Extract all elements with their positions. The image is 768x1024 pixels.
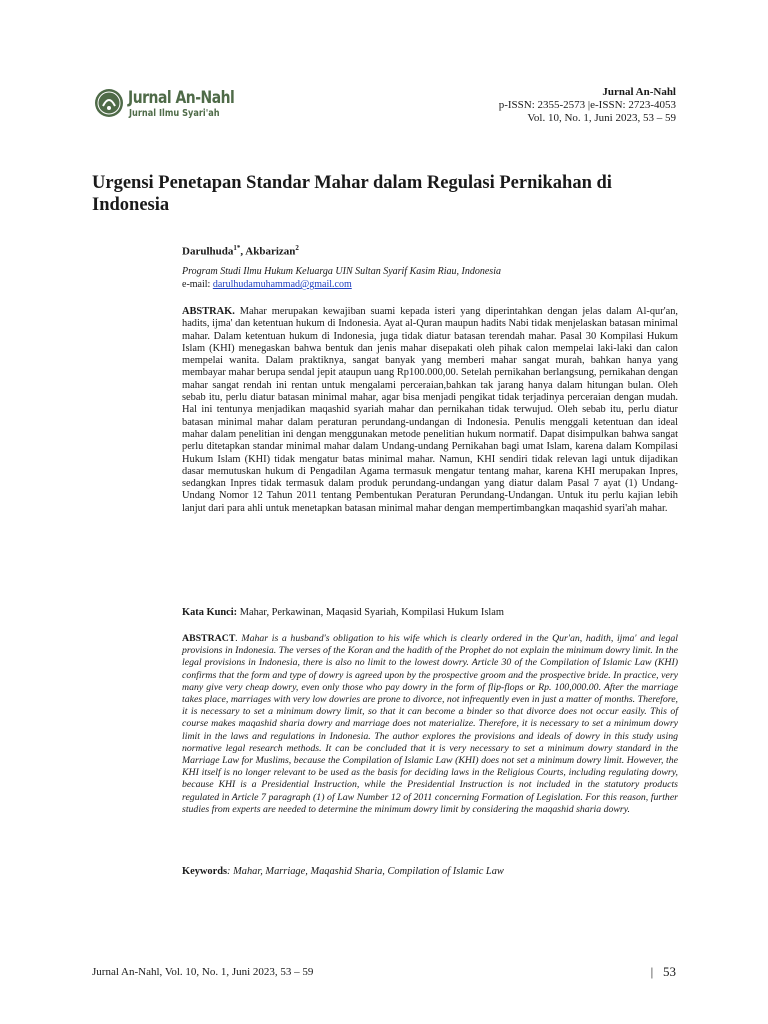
journal-info xyxy=(499,86,676,125)
journal-name: Jurnal An-Nahl xyxy=(602,86,676,98)
page-number: 53 xyxy=(663,964,676,979)
authors xyxy=(182,244,299,258)
keywords-text: : Mahar, Marriage, Maqashid Sharia, Compilation of Islamic Law xyxy=(227,866,504,877)
bee-emblem-icon xyxy=(94,88,124,118)
abstrak-label: ABSTRAK. xyxy=(182,306,235,317)
author-2: Akbarizan xyxy=(245,245,296,258)
kata-kunci-text: Mahar, Perkawinan, Maqasid Syariah, Kompilasi Hukum Islam xyxy=(237,607,504,618)
kata-kunci xyxy=(182,607,504,618)
keywords-label: Keywords xyxy=(182,866,228,877)
article-title: Urgensi Penetapan Standar Mahar dalam Regulasi Pernikahan di Indonesia xyxy=(92,173,612,215)
author-1: Darulhuda xyxy=(182,245,234,258)
issn: p-ISSN: 2355-2573 |e-ISSN: 2723-4053 xyxy=(498,99,676,111)
email-line xyxy=(182,279,352,291)
abstrak-paragraph xyxy=(182,306,678,515)
journal-logo xyxy=(94,86,254,126)
abstrak-text: Mahar merupakan kewajiban suami kepada isteri yang diperintahkan dengan jelas dalam Al-qur'an, hadits, ijma' dan ketentuan hukum di Indonesia. Ayat al-Quran maupun hadits Nabi tidak menjelaskan batasan minimal mahar. Dalam ketentuan hukum di Indonesia, juga tidak diatur batasan terendah mahar. Pasal 30 Kompilasi Hukum Islam (KHI) menegaskan bahwa bentuk dan jenis mahar disepakati oleh pihak calon mempelai laki-laki dan calon mempelai wanita. Dalam praktiknya, sangat banyak yang memberi mahar sangat murah, bahkan hanya yang membayar mahar berupa sendal jepit ataupun uang Rp100.000,00. Setelah pernikahan berlangsung, pernikahan dengan mahar sangat rendah ini rentan untuk mengalami perceraian,bahkan tak jarang hanya dalam hitungan bulan. Oleh sebab itu, perlu diatur batasan minimal mahar, agar bisa menjadi pengikat tidak terjadinya perceraian dengan mudah. Hal ini tentunya menjadikan maqashid syariah mahar dan pernikahan tidak terwujud. Oleh sebab itu, perlu diatur batasan minimal mahar dalam peraturan perundang-undangan di Indonesia. Penulis menggali ketentuan dan ideal mahar dalam penelitian ini dengan menggunakan metode penelitian hukum normatif. Dapat disimpulkan bahwa sangat perlu ditetapkan standar minimal mahar dalam Undang-undang Pernikahan bagi umat Islam, karena dalam Kompilasi Hukum Islam (KHI) tidak mengatur batas minimal mahar. Namun, KHI sendiri tidak relevan lagi untuk dijadikan dasar memutuskan hukum di Pengadilan Agama termasuk mengatur tentang mahar, karena KHI merupakan Inpres, sedangkan Inpres tidak termasuk dalam produk perundang-undangan yang diatur dalam Pasal 7 ayat (1) Undang-Undang Nomor 12 Tahun 2011 tentang Pembentukan Peraturan Perundang-Undangan. Untuk itu perlu kajian lebih lanjut dari para ahli untuk menetapkan batasan minimal mahar dengan mempertimbangkan maqashid syari'ah mahar. xyxy=(182,306,678,514)
email-label: e-mail: xyxy=(182,279,213,290)
email-link[interactable]: darulhudamuhammad@gmail.com xyxy=(212,279,352,290)
affiliation: Program Studi Ilmu Hukum Keluarga UIN Sultan Syarif Kasim Riau, Indonesia xyxy=(182,266,501,277)
logo-subtitle: Jurnal Ilmu Syari'ah xyxy=(129,108,220,119)
footer-separator: | xyxy=(650,964,654,979)
footer-citation: Jurnal An-Nahl, Vol. 10, No. 1, Juni 2023, 53 – 59 xyxy=(92,966,314,978)
author-1-sup: 1* xyxy=(233,244,241,252)
author-separator: , xyxy=(240,245,246,258)
logo-title: Jurnal An-Nahl xyxy=(128,88,235,108)
abstract-label: ABSTRACT xyxy=(182,633,236,644)
abstract-paragraph xyxy=(182,633,678,816)
footer-page xyxy=(651,964,676,980)
keywords xyxy=(182,866,504,877)
author-2-sup: 2 xyxy=(295,244,299,252)
abstract-text: . Mahar is a husband's obligation to his wife which is clearly ordered in the Qur'an, hadith, ijma' and legal provisions in Indonesia. The verses of the Koran and the hadith of the Prophet do not explain the minimum dowry limit. In the legal provisions in Indonesia, there is also no limit to the lowest dowry. Article 30 of the Compilation of Islamic Law (KHI) confirms that the form and type of dowry is agreed upon by the prospective groom and the prospective bride. In practice, very many give very cheap dowry, even only those who pay dowry in the form of flip-flops or Rp. 100,000.00. After the marriage takes place, marriages with very low dowries are prone to divorce, not infrequently even in just a matter of months. Therefore, it is necessary to set a minimum dowry limit, so that it can become a binder so that divorce does not occur easily. This of course makes maqashid sharia dowry and marriage does not materialize. Therefore, it is necessary to set a minimum dowry limit in the laws and regulations in Indonesia. The author explores the provisions and ideals of dowry in this study using normative legal research methods. It can be concluded that it is very necessary to set a minimum dowry standard in the Marriage Law for Muslims, because the Compilation of Islamic Law (KHI) does not set a minimum dowry limit. However, the KHI itself is no longer relevant to be used as the basis for deciding laws in the Religious Courts, including regulating dowry, because KHI is a Presidential Instruction, while the Presidential Instruction is not included in the statutory products regulated in Article 7 paragraph (1) of Law Number 12 of 2011 concerning Formation of Legislation. For this reason, further studies from experts are needed to determine the minimum dowry limit by considering the maqashid sharia dowry. xyxy=(182,633,678,815)
kata-kunci-label: Kata Kunci: xyxy=(182,607,238,618)
volume-info: Vol. 10, No. 1, Juni 2023, 53 – 59 xyxy=(527,112,676,124)
